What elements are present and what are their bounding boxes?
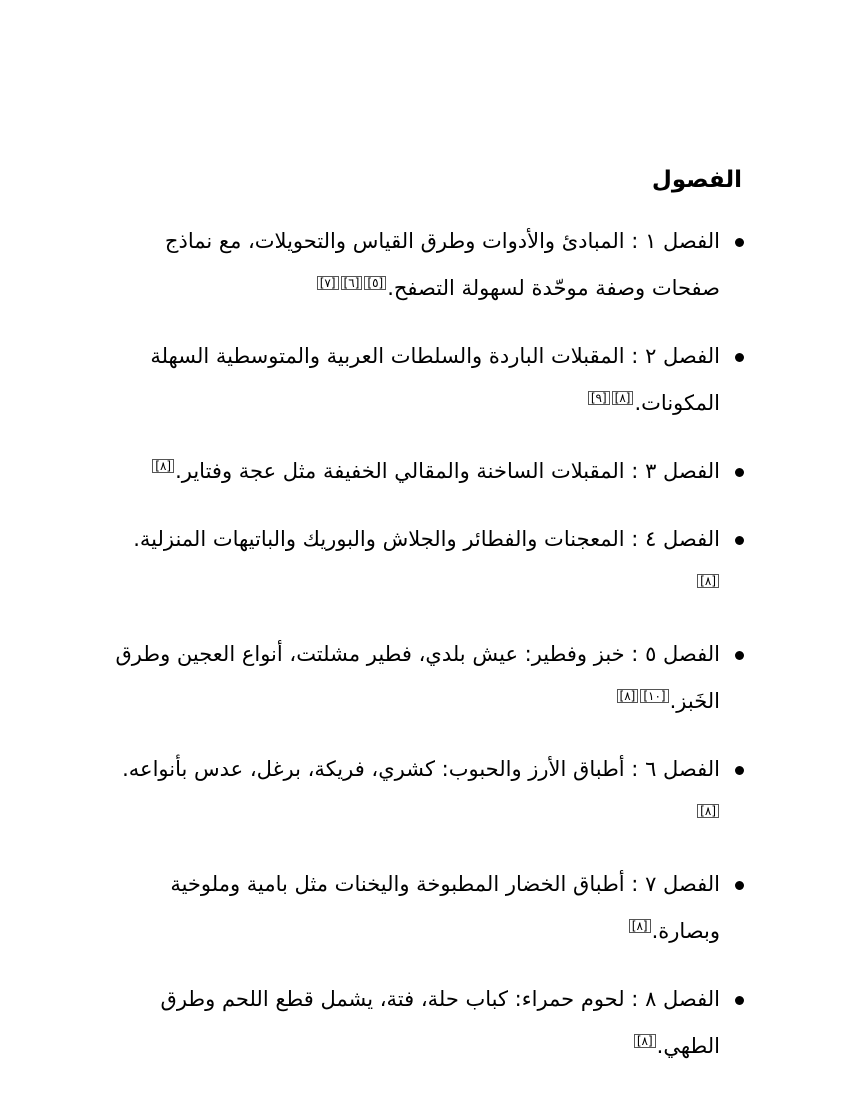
list-item — [110, 861, 744, 955]
bullet-icon — [735, 238, 744, 247]
section-heading: الفصول — [651, 167, 742, 193]
citation-link[interactable]: [١٠] — [640, 689, 668, 703]
citation-link[interactable]: [٨] — [697, 804, 719, 818]
chapter-text: الفصل ٢ : المقبلات الباردة والسلطات العربية والمتوسطية السهلة المكونات. — [150, 344, 720, 415]
chapter-text: الفصل ٤ : المعجنات والفطائر والجلاش والبوريك والباتيهات المنزلية. — [133, 527, 720, 551]
list-item — [110, 333, 744, 427]
citation-link[interactable]: [٥] — [364, 276, 386, 290]
list-item — [110, 631, 744, 725]
citation-link[interactable]: [٨] — [612, 391, 634, 405]
citation-link[interactable]: [٨] — [697, 574, 719, 588]
citation-link[interactable]: [٧] — [317, 276, 339, 290]
citation-link[interactable]: [٨] — [634, 1034, 656, 1048]
bullet-icon — [735, 468, 744, 477]
citation-link[interactable]: [٦] — [341, 276, 363, 290]
citation-link[interactable]: [٨] — [617, 689, 639, 703]
bullet-icon — [735, 881, 744, 890]
citation-link[interactable]: [٨] — [629, 919, 651, 933]
bullet-icon — [735, 996, 744, 1005]
chapter-text: الفصل ٣ : المقبلات الساخنة والمقالي الخفيفة مثل عجة وفتاير. — [175, 459, 720, 483]
citation-link[interactable]: [٨] — [152, 459, 174, 473]
list-item — [110, 976, 744, 1070]
bullet-icon — [735, 536, 744, 545]
citation-link[interactable]: [٩] — [588, 391, 610, 405]
chapter-list — [110, 218, 744, 1091]
list-item — [110, 448, 744, 495]
chapter-text: الفصل ١ : المبادئ والأدوات وطرق القياس والتحويلات، مع نماذج صفحات وصفة موحّدة لسهولة التصفح. — [164, 229, 720, 300]
chapter-text: الفصل ٧ : أطباق الخضار المطبوخة واليخنات مثل بامية وملوخية وبصارة. — [170, 872, 720, 943]
list-item — [110, 218, 744, 312]
bullet-icon — [735, 353, 744, 362]
bullet-icon — [735, 766, 744, 775]
chapter-text: الفصل ٨ : لحوم حمراء: كباب حلة، فتة، يشمل قطع اللحم وطرق الطهي. — [160, 987, 720, 1058]
bullet-icon — [735, 651, 744, 660]
list-item — [110, 746, 744, 840]
chapter-text: الفصل ٦ : أطباق الأرز والحبوب: كشري، فريكة، برغل، عدس بأنواعه. — [122, 757, 720, 781]
list-item — [110, 516, 744, 610]
chapter-text: الفصل ٥ : خبز وفطير: عيش بلدي، فطير مشلتت، أنواع العجين وطرق الخَبز. — [115, 642, 720, 713]
